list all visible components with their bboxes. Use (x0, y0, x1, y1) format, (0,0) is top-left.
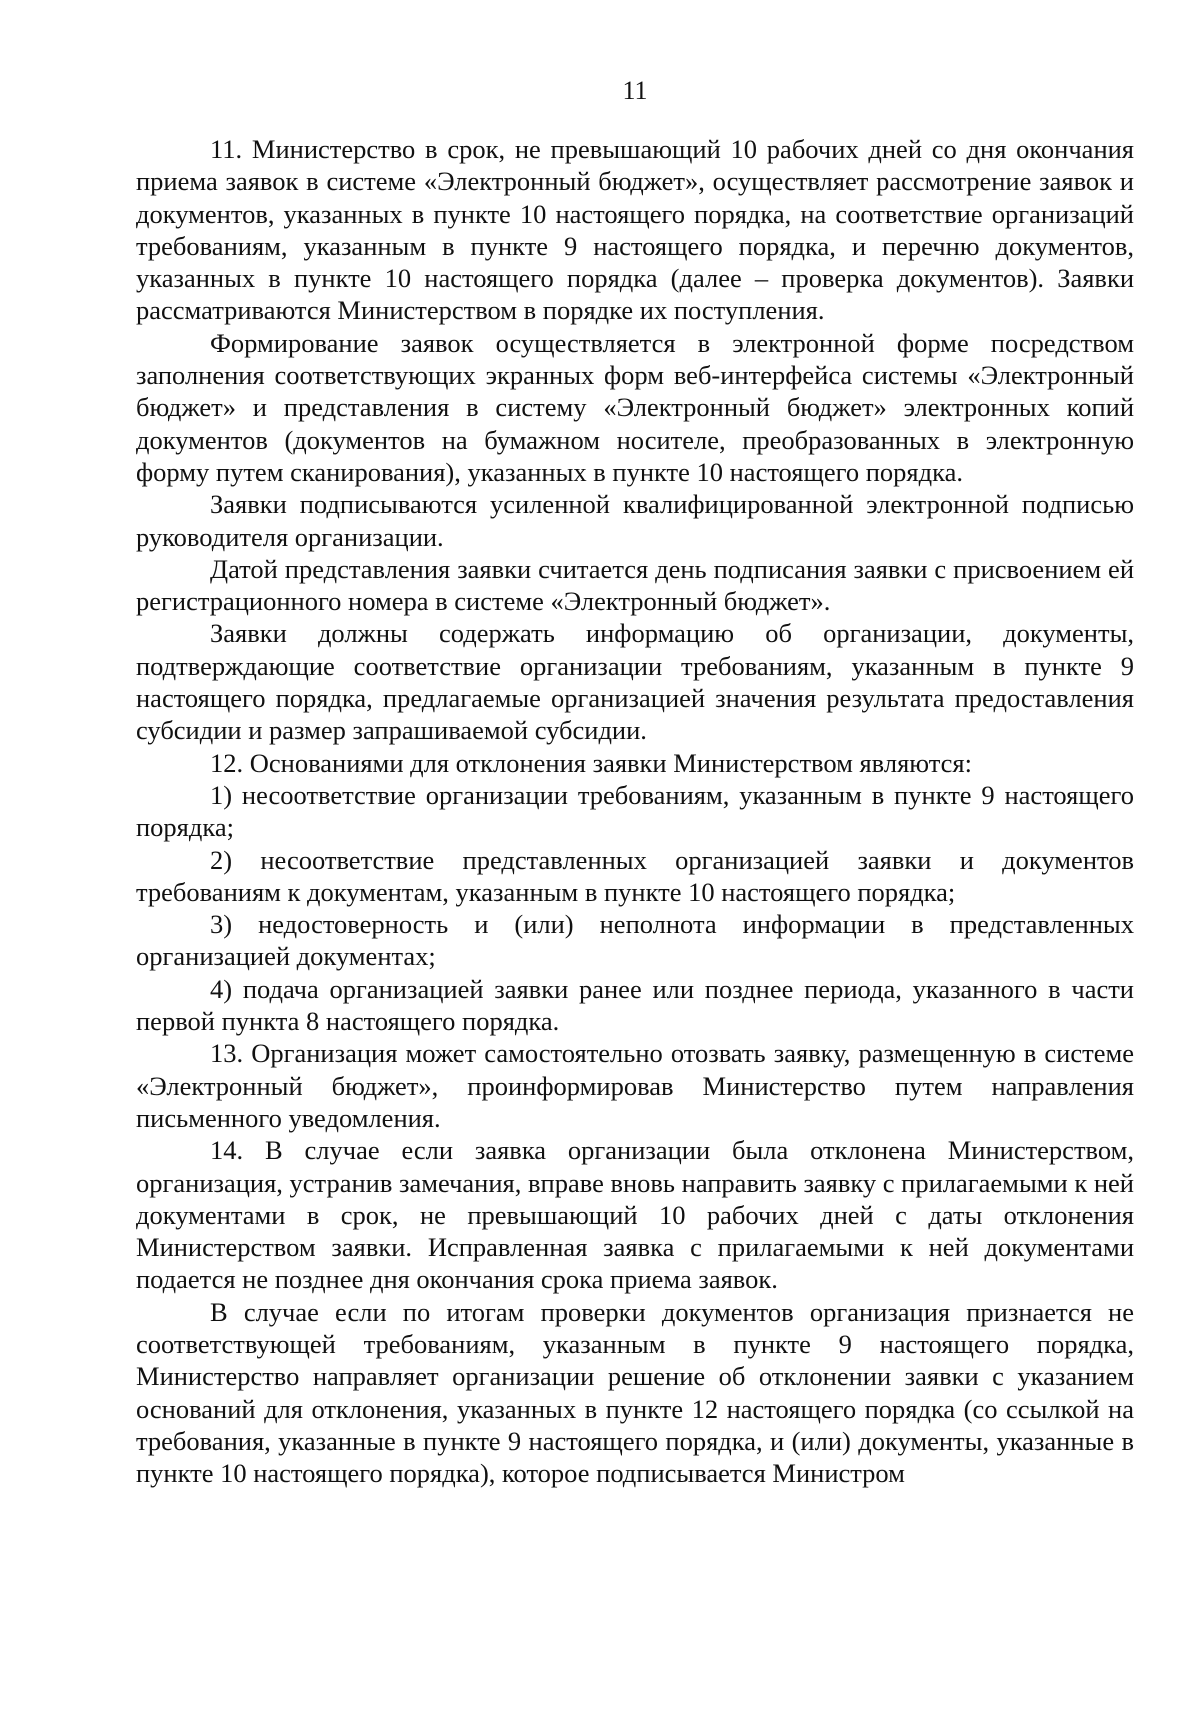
paragraph-13: 13. Организация может самостоятельно отозвать заявку, размещенную в системе «Электронный бюджет», проинформировав Министерство путем направления письменного уведомления. (136, 1038, 1134, 1133)
list-item-1: 1) несоответствие организации требованиям, указанным в пункте 9 настоящего порядка; (136, 779, 1134, 843)
paragraph-application-content: Заявки должны содержать информацию об организации, документы, подтверждающие соответствие организации требованиям, указанным в пункте 9 настоящего порядка, предлагаемые организацией значения результата предоставления субсидии и размер запрашиваемой субсидии. (136, 618, 1134, 746)
paragraph-application-forming: Формирование заявок осуществляется в электронной форме посредством заполнения соответствующих экранных форм веб-интерфейса системы «Электронный бюджет» и представления в систему «Электронный бюджет» электронных копий документов (документов на бумажном носителе, преобразованных в электронную форму путем сканирования), указанных в пункте 10 настоящего порядка. (136, 327, 1134, 487)
list-item-3: 3) недостоверность и (или) неполнота информации в представленных организацией документах; (136, 909, 1134, 972)
page-number: 11 (622, 76, 648, 105)
document-body (136, 133, 1134, 1489)
paragraph-11: 11. Министерство в срок, не превышающий 10 рабочих дней со дня окончания приема заявок в системе «Электронный бюджет», осуществляет рассмотрение заявок и документов, указанных в пункте 10 настоящего порядка, на соответствие организаций требованиям, указанным в пункте 9 настоящего порядка, и перечню документов, указанных в пункте 10 настоящего порядка (далее – проверка документов). Заявки рассматриваются Министерством в порядке их поступления. (136, 134, 1134, 326)
paragraph-signature: Заявки подписываются усиленной квалифицированной электронной подписью руководителя организации. (136, 489, 1134, 552)
list-item-4: 4) подача организацией заявки ранее или позднее периода, указанного в части первой пункта 8 настоящего порядка. (136, 973, 1134, 1037)
paragraph-14: 14. В случае если заявка организации была отклонена Министерством, организация, устранив замечания, вправе вновь направить заявку с прилагаемыми к ней документами в срок, не превышающий 10 рабочих дней с даты отклонения Министерством заявки. Исправленная заявка с прилагаемыми к ней документами подается не позднее дня окончания срока приема заявок. (136, 1135, 1134, 1295)
paragraph-12: 12. Основаниями для отклонения заявки Министерством являются: (210, 747, 972, 778)
paragraph-submission-date: Датой представления заявки считается день подписания заявки с присвоением ей регистрационного номера в системе «Электронный бюджет». (136, 553, 1134, 617)
paragraph-rejection-decision: В случае если по итогам проверки документов организация признается не соответствующей требованиям, указанным в пункте 9 настоящего порядка, Министерство направляет организации решение об отклонении заявки с указанием оснований для отклонения, указанных в пункте 12 настоящего порядка (со ссылкой на требования, указанные в пункте 9 настоящего порядка, и (или) документы, указанные в пункте 10 настоящего порядка), которое подписывается Министром (136, 1296, 1134, 1489)
list-item-2: 2) несоответствие представленных организацией заявки и документов требованиям к документам, указанным в пункте 10 настоящего порядка; (136, 844, 1134, 907)
